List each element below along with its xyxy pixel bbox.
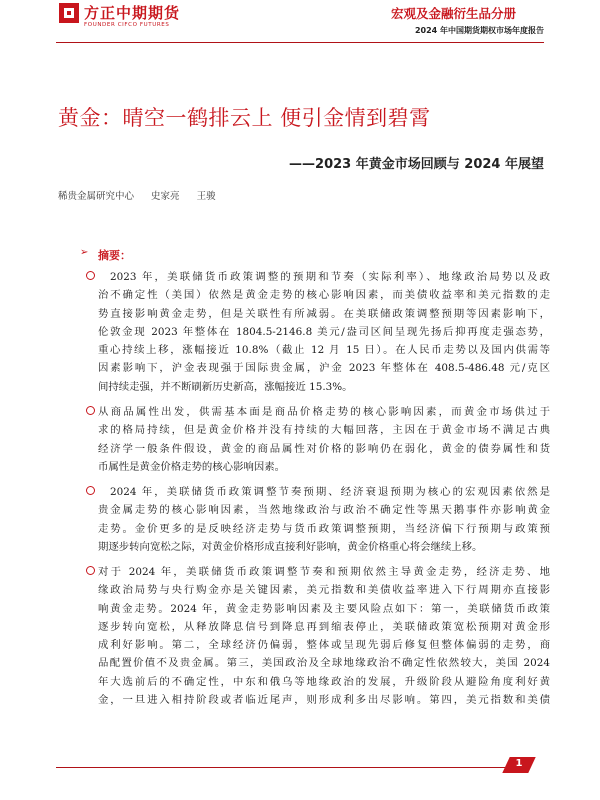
circle-bullet-icon	[86, 486, 95, 495]
abstract-paragraph	[98, 483, 550, 556]
paragraph-line: 2024 年，美联储货币政策调整节奏预期、经济衰退预期为核心的宏观因素依然是	[110, 486, 550, 498]
paragraph-line: 2023 年，美联储货币政策调整的预期和节奏（实际利率）、地缘政治局势以及政	[110, 271, 550, 283]
report-subtitle: 2024 年中国期货期权市场年度报告	[414, 26, 544, 35]
logo-chinese-name: 方正中期期货	[84, 4, 181, 22]
paragraph-line: 缘政治局势与央行购金亦是关键因素，美元指数和美债收益率进入下行周期亦直接影	[98, 584, 550, 597]
author-name: 王骏	[196, 191, 216, 202]
paragraph-line: 间持续走强，并不断刷新历史新高，涨幅接近 15.3%。	[98, 380, 353, 393]
circle-bullet-icon	[86, 566, 95, 575]
company-logo	[58, 2, 208, 32]
paragraph-line: 品配置价值不及贵金属。第三，美国政治及全球地缘政治不确定性依然较大，美国 2024	[98, 657, 550, 670]
paragraph-line: 伦敦金现 2023 年整体在 1804.5-2146.8 美元/盎司区间呈现先扬后抑再度走强态势，	[98, 325, 550, 338]
paragraph-line: 币属性是黄金价格走势的核心影响因素。	[98, 460, 286, 473]
paragraph-line: 势直接影响黄金走势，但是关联性有所减弱。在美联储政策调整预期等因素影响下，	[98, 307, 550, 320]
paragraph-line: 期逐步转向宽松之际，对黄金价格形成直接利好影响，黄金价格重心将会继续上移。	[98, 540, 483, 553]
paragraph-line: 贵金属走势的核心影响因素，当然地缘政治与政治不确定性等黑天鹅事件亦影响黄金	[98, 504, 550, 517]
page-header	[0, 0, 600, 46]
paragraph-line: 金，一旦进入相持阶段或者临近尾声，则形成利多出尽影响。第四，美元指数和美债	[98, 694, 550, 707]
circle-bullet-icon	[86, 406, 95, 415]
page-title: 黄金：晴空一鹤排云上 便引金情到碧霄	[58, 106, 431, 130]
author-department: 稀贵金属研究中心	[58, 191, 135, 202]
paragraph-line: 年大选前后的不确定性，中东和俄乌等地缘政治的发展，升级阶段从避险角度利好黄	[98, 675, 550, 688]
header-divider	[56, 42, 544, 43]
paragraph-line: 成利好影响。第二，全球经济仍偏弱，整体或呈现先弱后修复但整体偏弱的走势，商	[98, 639, 550, 652]
abstract-label: 摘要：	[98, 249, 131, 262]
paragraph-line: 治不确定性（美国）依然是黄金走势的核心影响因素，而美债收益率和美元指数的走	[98, 289, 550, 302]
section-title: 宏观及金融衍生品分册	[390, 6, 516, 21]
page-subtitle: ——2023 年黄金市场回顾与 2024 年展望	[289, 157, 544, 172]
paragraph-line: 响黄金走势。2024 年，黄金走势影响因素及主要风险点如下：第一，美联储货币政策	[98, 602, 550, 615]
abstract-paragraph	[98, 403, 550, 476]
author-line	[58, 188, 230, 202]
paragraph-line: 因素影响下，沪金表现强于国际贵金属，沪金 2023 年整体在 408.5-486.48 元/克区	[98, 362, 550, 375]
circle-bullet-icon	[86, 271, 95, 280]
footer-divider	[56, 767, 510, 768]
logo-english-name: FOUNDER CIFCO FUTURES	[84, 22, 170, 28]
paragraph-line: 经济学一般条件假设，黄金的商品属性对价格的影响仍在弱化，黄金的债券属性和货	[98, 442, 550, 455]
author-name: 史家亮	[151, 191, 180, 202]
company-logo-icon	[58, 2, 80, 24]
paragraph-line: 从商品属性出发，供需基本面是商品价格走势的核心影响因素，而黄金市场供过于	[98, 406, 550, 418]
abstract-paragraph	[98, 563, 550, 709]
paragraph-line: 逐步转向宽松，从释放降息信号到降息再到缩表停止，美联储政策宽松预期对黄金形	[98, 620, 550, 633]
paragraph-line: 求的格局持续，但是黄金价格并没有持续的大幅回落，主因在于黄金市场不满足古典	[98, 424, 550, 437]
arrow-right-icon: ➢	[80, 247, 89, 258]
abstract-paragraph	[98, 268, 550, 396]
page-number: 1	[515, 758, 523, 769]
paragraph-line: 走势。金价更多的是反映经济走势与货币政策调整预期，当经济偏下行预期与政策预	[98, 522, 550, 535]
paragraph-line: 对于 2024 年，美联储货币政策调整节奏和预期依然主导黄金走势，经济走势、地	[98, 566, 550, 578]
paragraph-line: 重心持续上移，涨幅接近 10.8%（截止 12 月 15 日）。在人民币走势以及国内供需等	[98, 344, 550, 357]
